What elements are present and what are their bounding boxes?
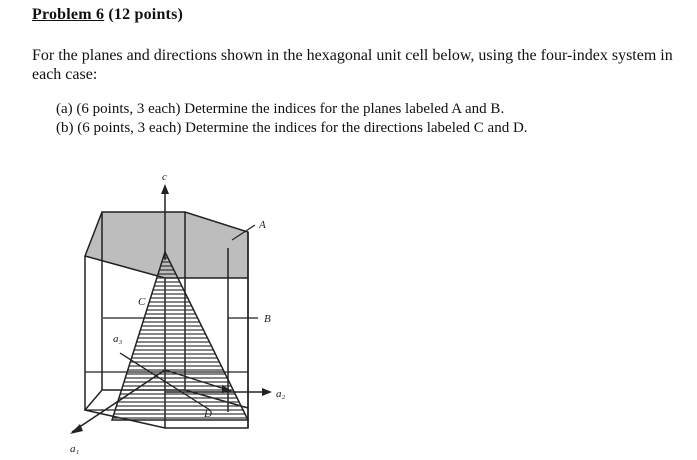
part-b-text: (6 points, 3 each) Determine the indices for the directions labeled C and D. xyxy=(77,120,528,136)
label-c: c xyxy=(162,171,167,183)
part-a-text: (6 points, 3 each) Determine the indices for the planes labeled A and B. xyxy=(76,101,505,117)
label-d: D xyxy=(204,408,212,420)
problem-points: (12 points) xyxy=(108,6,184,23)
axis-c-arrowhead xyxy=(161,184,169,194)
part-a-label: (a) xyxy=(56,101,73,117)
label-a2: a₂ xyxy=(276,388,286,400)
label-a1: a₁ xyxy=(70,443,80,455)
axis-a2-arrowhead xyxy=(262,388,272,396)
intro-line-2: each case: xyxy=(32,66,98,83)
problem-number: Problem 6 xyxy=(32,6,105,23)
label-a3: a₃ xyxy=(113,333,123,345)
intro-line-1: For the planes and directions shown in the hexagonal unit cell below, using the four-index system in xyxy=(32,47,673,64)
label-c-direction: C xyxy=(138,296,146,308)
label-a: A xyxy=(259,219,266,231)
label-b: B xyxy=(264,313,271,325)
part-b-label: (b) xyxy=(56,120,74,136)
